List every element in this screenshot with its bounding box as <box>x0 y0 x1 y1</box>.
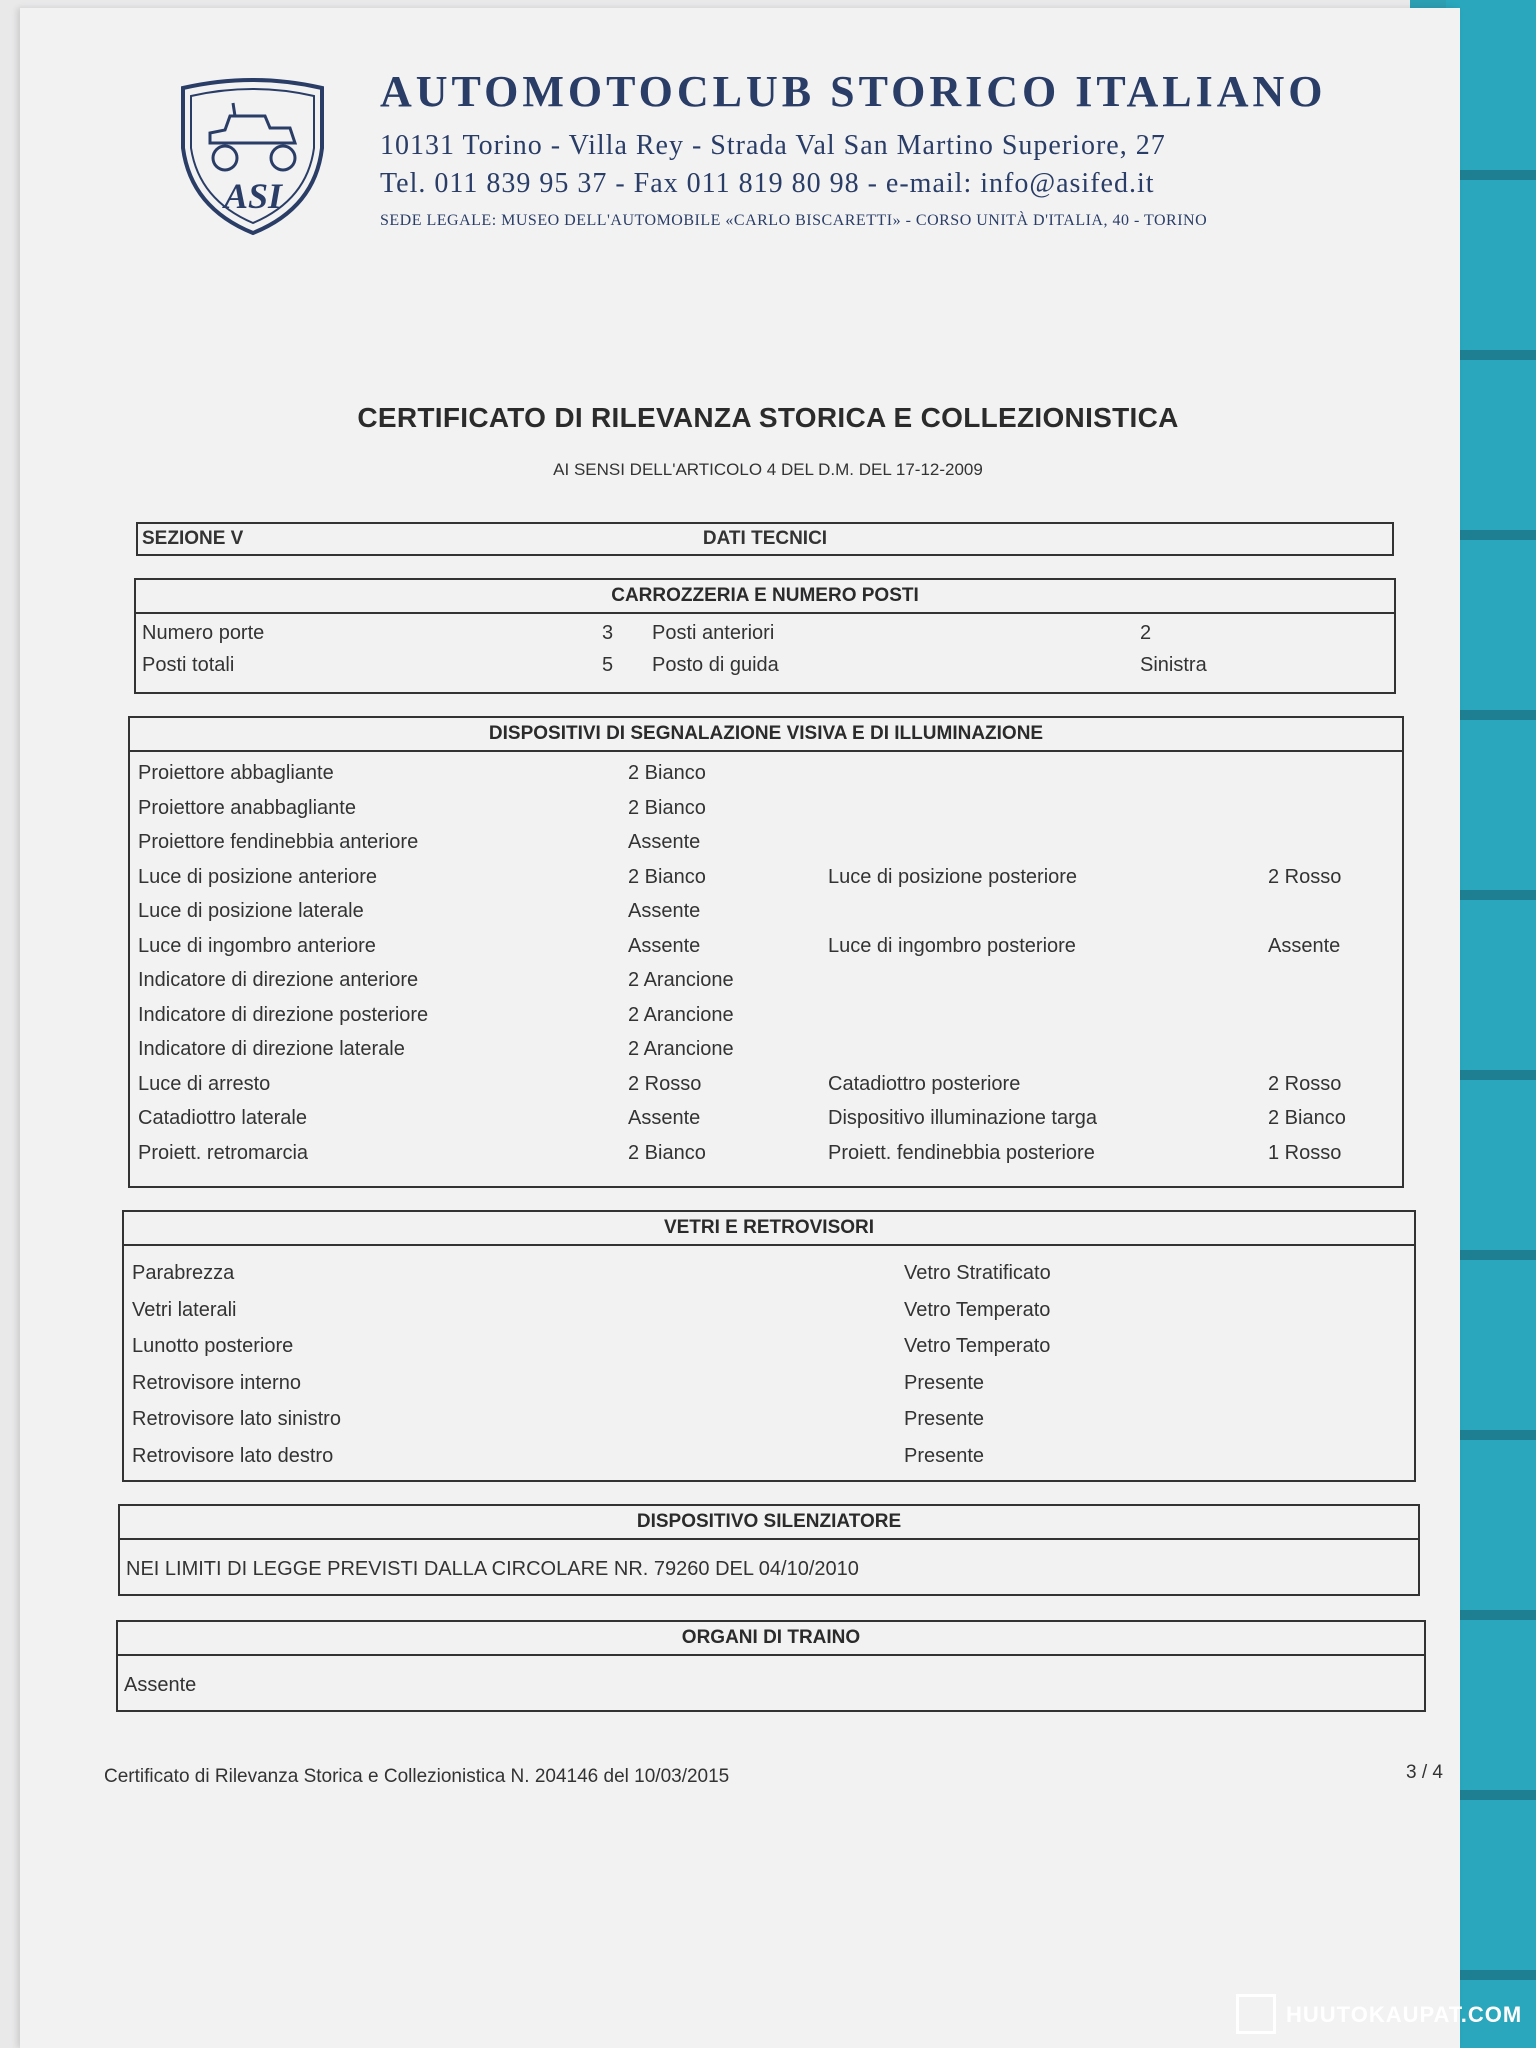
org-address: 10131 Torino - Villa Rey - Strada Val San Martino Superiore, 27 <box>380 130 1166 161</box>
carrozzeria-value: 3 <box>602 622 614 644</box>
dispositivo-value: 1 Rosso <box>1268 1141 1342 1164</box>
dispositivo-value: 2 Arancione <box>628 1003 734 1026</box>
dispositivo-value: 2 Rosso <box>628 1072 702 1095</box>
dispositivo-label: Proiett. fendinebbia posteriore <box>828 1141 1095 1164</box>
document-subtitle: AI SENSI DELL'ARTICOLO 4 DEL D.M. DEL 17-12-2009 <box>553 460 983 479</box>
vetro-label: Retrovisore interno <box>132 1371 301 1394</box>
carrozzeria-label: Numero porte <box>142 622 265 644</box>
dispositivo-label: Proiett. retromarcia <box>138 1141 309 1164</box>
dispositivo-value: 2 Bianco <box>628 762 706 784</box>
dispositivo-label: Indicatore di direzione posteriore <box>138 1003 429 1026</box>
document-page <box>20 8 1460 2048</box>
carrozzeria-label: Posto di guida <box>652 654 779 676</box>
dispositivo-label: Luce di arresto <box>138 1072 271 1095</box>
org-legal-seat: SEDE LEGALE: MUSEO DELL'AUTOMOBILE «CARLO BISCARETTI» - CORSO UNITÀ D'ITALIA, 40 - TORINO <box>380 212 1208 229</box>
silenziatore-title: DISPOSITIVO SILENZIATORE <box>120 1506 1418 1540</box>
vetro-value: Vetro Temperato <box>904 1298 1051 1321</box>
dispositivo-value: Assente <box>628 1107 701 1129</box>
dispositivo-label: Proiettore abbagliante <box>138 762 334 784</box>
carrozzeria-title: CARROZZERIA E NUMERO POSTI <box>136 580 1394 614</box>
vetro-value: Presente <box>904 1444 985 1467</box>
dispositivo-value: Assente <box>628 900 701 922</box>
traino-title: ORGANI DI TRAINO <box>118 1622 1424 1656</box>
section-label: SEZIONE V <box>142 528 244 549</box>
carrozzeria-value: Sinistra <box>1140 654 1207 676</box>
dispositivo-value: 2 Arancione <box>628 1038 734 1060</box>
dispositivo-value: Assente <box>628 934 701 957</box>
traino-box <box>116 1620 1426 1712</box>
dispositivo-label: Catadiottro laterale <box>138 1107 307 1129</box>
asi-logo-icon <box>175 78 330 238</box>
section-title: DATI TECNICI <box>702 528 828 549</box>
carrozzeria-label: Posti anteriori <box>652 622 775 644</box>
watermark <box>1236 1992 1523 2038</box>
dispositivo-value: Assente <box>1268 934 1341 957</box>
dispositivo-label: Luce di ingombro anteriore <box>138 934 376 957</box>
footer-page-number: 3 / 4 <box>1406 1762 1443 1783</box>
dispositivo-value: 2 Bianco <box>628 1141 706 1164</box>
vetro-label: Vetri laterali <box>132 1298 237 1321</box>
dispositivo-label: Luce di posizione posteriore <box>828 865 1078 888</box>
vetro-label: Parabrezza <box>132 1262 235 1284</box>
carrozzeria-value: 5 <box>602 654 614 676</box>
logo-text: ASI <box>223 176 283 216</box>
vetro-label: Lunotto posteriore <box>132 1335 294 1357</box>
watermark-text: HUUTOKAUPAT.COM <box>1286 2002 1523 2027</box>
carrozzeria-label: Posti totali <box>142 654 235 676</box>
dispositivo-value: 2 Rosso <box>1268 1072 1342 1095</box>
vetro-label: Retrovisore lato destro <box>132 1444 334 1467</box>
vetri-title: VETRI E RETROVISORI <box>124 1212 1414 1246</box>
dispositivi-box <box>128 716 1404 1188</box>
org-name: AUTOMOTOCLUB STORICO ITALIANO <box>380 67 1327 116</box>
dispositivo-label: Proiettore fendinebbia anteriore <box>138 831 419 853</box>
vetro-value: Vetro Temperato <box>904 1335 1051 1357</box>
dispositivo-label: Luce di posizione laterale <box>138 900 364 922</box>
vetri-box <box>122 1210 1416 1482</box>
dispositivo-label: Indicatore di direzione anteriore <box>138 969 419 991</box>
vetro-label: Retrovisore lato sinistro <box>132 1408 341 1430</box>
dispositivo-label: Indicatore di direzione laterale <box>138 1038 405 1060</box>
org-contacts: Tel. 011 839 95 37 - Fax 011 819 80 98 - e-mail: info@asifed.it <box>380 168 1155 199</box>
vetro-value: Presente <box>904 1408 985 1430</box>
dispositivo-label: Proiettore anabbagliante <box>138 796 356 819</box>
traino-text: Assente <box>124 1674 197 1696</box>
watermark-logo-icon <box>1236 1994 1276 2034</box>
dispositivo-label: Catadiottro posteriore <box>828 1072 1021 1095</box>
document-title: CERTIFICATO DI RILEVANZA STORICA E COLLEZIONISTICA <box>357 402 1179 433</box>
silenziatore-box <box>118 1504 1420 1596</box>
vetro-value: Presente <box>904 1371 985 1394</box>
dispositivo-label: Dispositivo illuminazione targa <box>828 1107 1098 1129</box>
dispositivo-label: Luce di ingombro posteriore <box>828 934 1076 957</box>
carrozzeria-value: 2 <box>1140 622 1152 644</box>
carrozzeria-box <box>134 578 1396 694</box>
dispositivo-value: 2 Bianco <box>628 796 706 819</box>
dispositivo-value: 2 Bianco <box>1268 1107 1346 1129</box>
dispositivo-value: 2 Rosso <box>1268 865 1342 888</box>
dispositivi-title: DISPOSITIVI DI SEGNALAZIONE VISIVA E DI ILLUMINAZIONE <box>130 718 1402 752</box>
section-header-box <box>136 522 1394 556</box>
vetro-value: Vetro Stratificato <box>904 1262 1051 1284</box>
dispositivo-value: 2 Arancione <box>628 969 734 991</box>
dispositivo-value: Assente <box>628 831 701 853</box>
dispositivo-value: 2 Bianco <box>628 865 706 888</box>
footer-certificate: Certificato di Rilevanza Storica e Collezionistica N. 204146 del 10/03/2015 <box>104 1766 730 1787</box>
silenziatore-text: NEI LIMITI DI LEGGE PREVISTI DALLA CIRCOLARE NR. 79260 DEL 04/10/2010 <box>126 1558 859 1580</box>
dispositivo-label: Luce di posizione anteriore <box>138 865 378 888</box>
